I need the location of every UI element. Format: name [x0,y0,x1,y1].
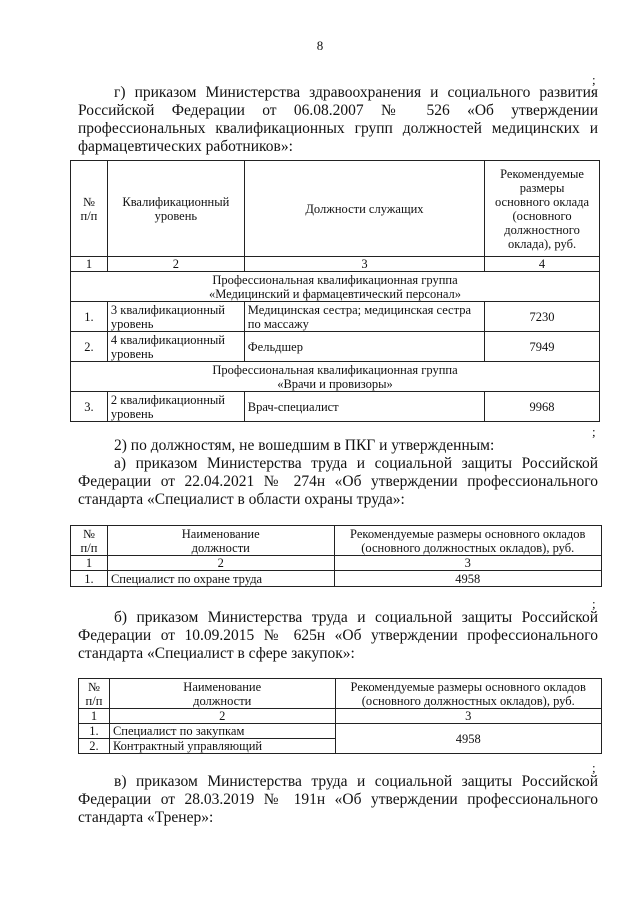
text-line: б) приказом Министерства труда и социальной защиты Российской [114,609,598,626]
header-level: Квалификационный уровень [107,161,244,257]
text-line: Федерации от 28.03.2019 № 191н «Об утверждении профессионального [78,791,598,808]
semicolon-mark: ; [592,72,596,87]
col-number: 3 [335,709,601,724]
row-name: Специалист по охране труда [107,571,334,587]
header-name: Наименование должности [109,679,335,709]
procurement-table [78,678,602,754]
header-salary: Рекомендуемые размеры основного окладов (основного должностных окладов), руб. [334,526,601,556]
paragraph-v [78,773,598,827]
col-number: 1 [71,556,108,571]
group-title: Профессиональная квалификационная группа «Врачи и провизоры» [71,362,600,392]
row-num: 1. [71,571,108,587]
header-num: № п/п [71,161,108,257]
col-number: 4 [485,257,600,272]
semicolon-mark: ; [592,424,596,439]
text-line: 2) по должностям, не вошедшим в ПКГ и утвержденным: [114,437,495,454]
semicolon-mark: ; [592,596,596,611]
row-salary: 4958 [335,724,601,754]
row-salary: 7230 [485,302,600,332]
text-line: Федерации от 10.09.2015 № 625н «Об утверждении профессионального [78,627,598,644]
header-position: Должности служащих [244,161,484,257]
paragraph-g [78,84,598,156]
col-number: 2 [107,257,244,272]
header-num: № п/п [71,526,108,556]
text-line: профессиональных квалификационных групп должностей медицинских и [78,120,598,137]
row-num: 1. [71,302,108,332]
text-line: Федерации от 22.04.2021 № 274н «Об утверждении профессионального [78,473,598,490]
table-header-row [71,161,600,257]
table-header-row [79,679,602,709]
header-salary: Рекомендуемые размеры основного окладов (основного должностных окладов), руб. [335,679,601,709]
row-position: Медицинская сестра; медицинская сестра по массажу [244,302,484,332]
semicolon-mark: ; [592,760,596,775]
table-row [71,302,600,332]
row-salary: 7949 [485,332,600,362]
text-line: а) приказом Министерства труда и социальной защиты Российской [114,455,598,472]
row-level: 4 квалификационный уровень [107,332,244,362]
row-name: Контрактный управляющий [109,739,335,754]
header-name: Наименование должности [107,526,334,556]
group-row [71,272,600,302]
qualification-table [70,160,600,422]
group-title: Профессиональная квалификационная группа «Медицинский и фармацевтический персонал» [71,272,600,302]
table-row [71,332,600,362]
col-number: 1 [79,709,110,724]
row-salary: 4958 [334,571,601,587]
table-row [71,571,602,587]
col-number: 3 [244,257,484,272]
row-position: Фельдшер [244,332,484,362]
col-number: 2 [109,709,335,724]
column-number-row [71,257,600,272]
text-line: стандарта «Специалист в сфере закупок»: [78,645,355,662]
row-level: 3 квалификационный уровень [107,302,244,332]
group-row [71,362,600,392]
paragraph-2 [78,437,598,455]
text-line: в) приказом Министерства труда и социальной защиты Российской [114,773,598,790]
col-number: 2 [107,556,334,571]
row-num: 1. [79,724,110,739]
text-line: стандарта «Специалист в области охраны труда»: [78,491,405,508]
paragraph-b [78,609,598,663]
row-level: 2 квалификационный уровень [107,392,244,422]
table-row [79,724,602,739]
row-name: Специалист по закупкам [109,724,335,739]
page-number: 8 [316,38,324,53]
column-number-row [79,709,602,724]
text-line: стандарта «Тренер»: [78,809,214,826]
col-number: 3 [334,556,601,571]
table-row [71,392,600,422]
header-num: № п/п [79,679,110,709]
text-line: фармацевтических работников»: [78,138,293,155]
row-salary: 9968 [485,392,600,422]
text-line: г) приказом Министерства здравоохранения и социального развития [114,84,598,101]
col-number: 1 [71,257,108,272]
column-number-row [71,556,602,571]
row-num: 3. [71,392,108,422]
header-salary: Рекомендуемые размеры основного оклада (основного должностного оклада), руб. [485,161,600,257]
table-header-row [71,526,602,556]
labor-safety-table [70,525,602,587]
row-position: Врач-специалист [244,392,484,422]
row-num: 2. [71,332,108,362]
row-num: 2. [79,739,110,754]
text-line: Российской Федерации от 06.08.2007 № 526 «Об утверждении [78,102,598,119]
paragraph-a [78,455,598,509]
